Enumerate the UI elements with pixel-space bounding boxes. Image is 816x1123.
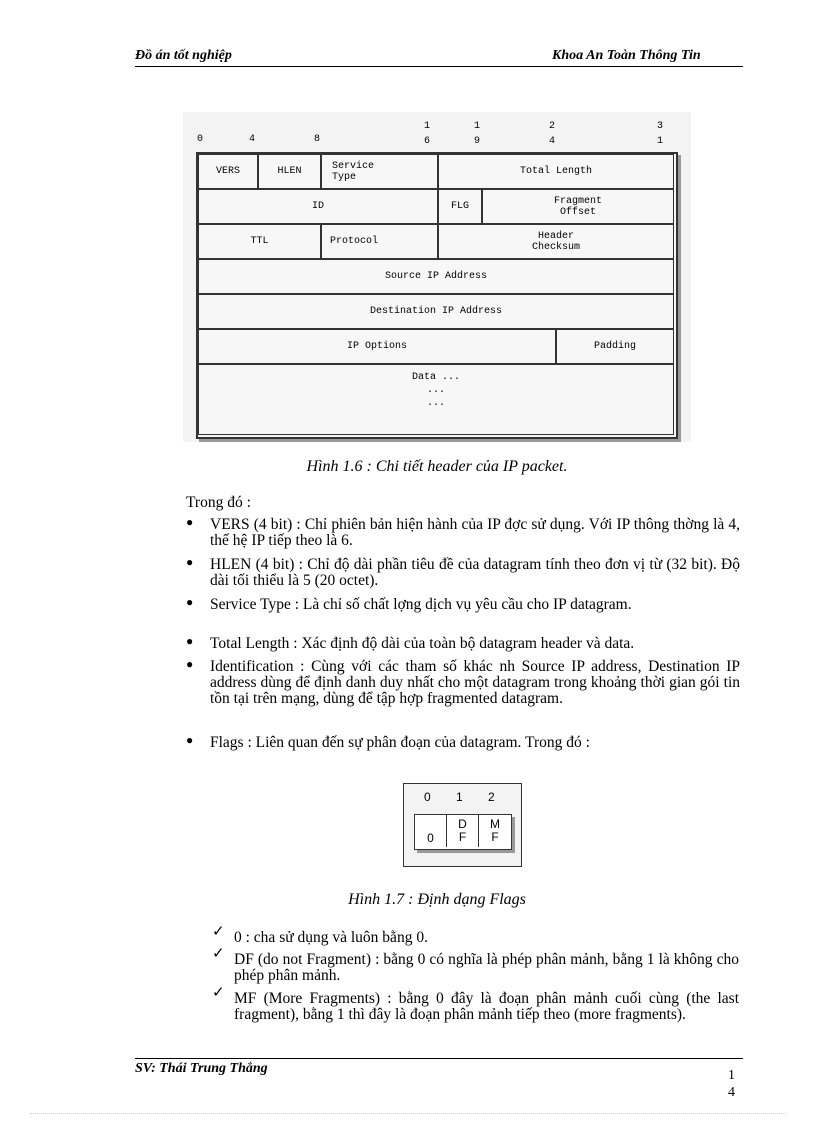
check-item-df: DF (do not Fragment) : bằng 0 có nghĩa là phép phân mảnh, bằng 1 là không cho phép phân mảnh.: [234, 951, 739, 984]
check-item-reserved: 0 : cha sử dụng và luôn bằng 0.: [234, 929, 428, 946]
field-hlen: HLEN: [258, 154, 321, 189]
bullet-service-type: Service Type : Là chỉ số chất lợng dịch vụ yêu cầu cho IP datagram.: [210, 596, 632, 613]
bullet-identification: Identification : Cùng với các tham số khác nh Source IP address, Destination IP address dùng để định danh duy nhất cho một datagram trong khoảng thời gian gói tin tồn tại trên mạng, dùng để tập hợp fragmented datagram.: [210, 658, 740, 707]
flag-bit-0: 0: [424, 790, 431, 804]
field-data: Data ... ... ...: [198, 364, 674, 435]
field-service-type: Service Type: [321, 154, 438, 189]
bullet-icon: ●: [186, 555, 194, 569]
field-source-ip: Source IP Address: [198, 259, 674, 294]
field-padding: Padding: [556, 329, 674, 364]
bit-label-0: 0: [197, 134, 204, 145]
field-total-length: Total Length: [438, 154, 674, 189]
bullet-flags: Flags : Liên quan đến sự phân đoạn của datagram. Trong đó :: [210, 734, 590, 751]
field-ip-options: IP Options: [198, 329, 556, 364]
flag-df-cell: D F: [447, 815, 479, 847]
header-rule: [135, 66, 743, 67]
bit-label-31: 3 1: [657, 121, 664, 147]
flag-mf-cell: M F: [490, 817, 500, 844]
bullet-total-length: Total Length : Xác định độ dài của toàn bộ datagram header và data.: [210, 635, 635, 652]
ip-figure-caption: Hình 1.6 : Chi tiết header của IP packet.: [306, 458, 568, 475]
flags-figure-caption: Hình 1.7 : Định dạng Flags: [348, 891, 526, 908]
bit-label-8: 8: [314, 134, 321, 145]
field-protocol: Protocol: [321, 224, 438, 259]
field-flg: FLG: [438, 189, 482, 224]
field-ttl: TTL: [198, 224, 321, 259]
ip-header-table: [196, 152, 678, 439]
footer-student: SV: Thái Trung Thắng: [135, 1061, 268, 1076]
bullet-icon: ●: [186, 515, 194, 529]
page-number: 1 4: [728, 1068, 735, 1100]
bit-label-19: 1 9: [474, 121, 481, 147]
bullet-icon: ●: [186, 657, 194, 671]
flags-box: [414, 814, 512, 850]
bullet-hlen: HLEN (4 bit) : Chỉ độ dài phần tiêu đề của datagram tính theo đơn vị từ (32 bit). Độ dài tối thiểu là 5 (20 octet).: [210, 556, 740, 589]
footer-rule: [135, 1058, 743, 1059]
flag-reserved-cell: 0: [415, 815, 447, 847]
bullet-icon: ●: [186, 595, 194, 609]
intro-text: Trong đó :: [186, 494, 251, 511]
flag-bit-2: 2: [488, 790, 495, 804]
flag-bit-1: 1: [456, 790, 463, 804]
ip-header-figure: [183, 112, 691, 442]
check-item-mf: MF (More Fragments) : bằng 0 đây là đoạn phân mảnh cuối cùng (the last fragment), bằng 1 thì đây là đoạn phân mảnh tiếp theo (more fragments).: [234, 990, 739, 1023]
field-destination-ip: Destination IP Address: [198, 294, 674, 329]
bit-label-24: 2 4: [549, 121, 556, 147]
bit-label-4: 4: [249, 134, 256, 145]
header-right: Khoa An Toàn Thông Tin: [552, 48, 701, 63]
field-id: ID: [198, 189, 438, 224]
checkmark-icon: ✓: [212, 985, 225, 1001]
checkmark-icon: ✓: [212, 946, 225, 962]
header-left: Đồ án tốt nghiệp: [135, 48, 232, 63]
field-fragment-offset: Fragment Offset: [482, 189, 674, 224]
flags-figure: [403, 783, 522, 867]
bit-label-16: 1 6: [424, 121, 431, 147]
checkmark-icon: ✓: [212, 924, 225, 940]
bottom-dotted-divider: [30, 1113, 786, 1114]
field-vers: VERS: [198, 154, 258, 189]
bullet-icon: ●: [186, 634, 194, 648]
bullet-icon: ●: [186, 733, 194, 747]
field-header-checksum: Header Checksum: [438, 224, 674, 259]
bullet-vers: VERS (4 bit) : Chỉ phiên bản hiện hành của IP đợc sử dụng. Với IP thông thờng là 4, thế hệ IP tiếp theo là 6.: [210, 516, 740, 549]
